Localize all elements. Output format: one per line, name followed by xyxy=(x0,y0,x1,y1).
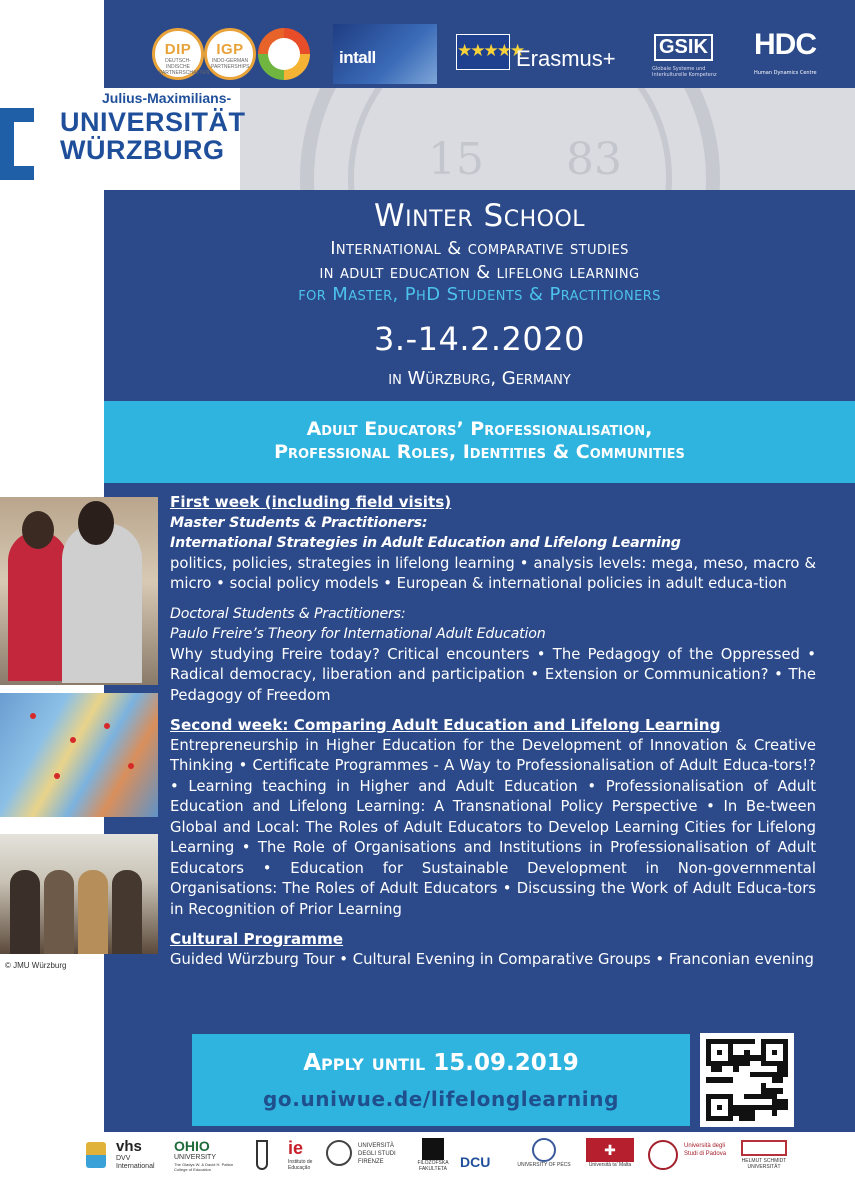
photo-world-map xyxy=(0,693,158,817)
map-pin-icon xyxy=(128,763,134,769)
dcu-logo xyxy=(460,1138,502,1174)
university-name xyxy=(60,108,246,164)
week2-heading: Second week: Comparing Adult Education and Lifelong Learning xyxy=(170,716,721,734)
theme-line-1: Adult Educators’ Professionalisation, xyxy=(306,418,653,440)
ohio-logo-text: OHIO xyxy=(174,1138,210,1154)
dip-logo-text: DIP xyxy=(164,41,192,58)
seal-year-left: 15 xyxy=(428,134,484,185)
hdc-logo xyxy=(754,26,824,82)
ohio-logo xyxy=(174,1138,246,1174)
photo-person xyxy=(44,870,74,954)
photo-credit: © JMU Würzburg xyxy=(5,961,67,970)
photo-person xyxy=(78,870,108,954)
hsu-logo xyxy=(736,1138,792,1174)
event-dates: 3.-14.2.2020 xyxy=(374,320,585,358)
ie-logo-subtext: Instituto de Educação xyxy=(288,1159,313,1171)
photo-person xyxy=(62,523,142,683)
igp-logo-text: IGP xyxy=(216,41,244,58)
map-pin-icon xyxy=(70,737,76,743)
cultural-topics: Guided Würzburg Tour • Cultural Evening in Comparative Groups • Franconian evening xyxy=(170,950,814,968)
uni-shield-logo xyxy=(256,1138,272,1174)
photo-person xyxy=(10,870,40,954)
map-pin-icon xyxy=(54,773,60,779)
comp-intall-logo-text: intall xyxy=(339,48,376,67)
map-pin-icon xyxy=(30,713,36,719)
erasmus-logo: Erasmus+ xyxy=(516,46,616,71)
university-name-line2: WÜRZBURG xyxy=(60,135,225,165)
map-pin-icon xyxy=(104,723,110,729)
hsu-logo-text: HELMUT SCHMIDT UNIVERSITÄT xyxy=(741,1158,787,1170)
cultural-heading: Cultural Programme xyxy=(170,930,344,948)
poster-subtitle-1: International & comparative studies xyxy=(330,238,629,259)
igp-logo-subtext: INDO-GERMAN PARTNERSHIPS xyxy=(211,58,250,70)
padova-logo xyxy=(648,1138,730,1174)
vhs-logo xyxy=(116,1138,166,1174)
program-content xyxy=(170,492,816,970)
dcu-logo-text: DCU xyxy=(460,1154,491,1170)
vhs-logo-text: vhs xyxy=(116,1138,142,1155)
application-link[interactable]: go.uniwue.de/lifelonglearning xyxy=(262,1087,619,1111)
malta-logo-text: Università ta' Malta xyxy=(588,1162,632,1168)
apply-banner xyxy=(192,1034,690,1126)
vhs-logo-subtext: DVV International xyxy=(116,1155,155,1170)
ohio-college-text: The Gladys W. & David H. Patton College of Education xyxy=(174,1162,234,1172)
poster-subtitle-2: in adult education & lifelong learning xyxy=(319,262,640,283)
week1-heading: First week (including field visits) xyxy=(170,493,452,511)
seal-watermark-inner xyxy=(348,88,672,190)
university-name-line1: UNIVERSITÄT xyxy=(60,107,246,137)
master-course-title: International Strategies in Adult Education and Lifelong Learning xyxy=(170,535,681,551)
qr-code-icon[interactable] xyxy=(700,1033,794,1127)
gsik-logo xyxy=(650,30,740,80)
photo-person xyxy=(8,531,68,681)
eaea-logo xyxy=(86,1138,108,1174)
malta-logo: ✚ Università ta' Malta xyxy=(584,1138,636,1174)
dip-logo xyxy=(152,28,210,80)
firenze-logo-text: UNIVERSITÀ DEGLI STUDI FIRENZE xyxy=(358,1143,396,1165)
week2-topics: Entrepreneurship in Higher Education for the Development of Innovation & Creative Thinking • Certificate Programmes - A Way to Professionalisation of Adult Educa-tors!? • Learning teaching in Higher and Adult Education • Professionalisation of Adult Education and Lifelong Learning: A Transnational Policy Perspective • In Be-tween Global and Local: The Roles of Adult Educators to Develop Learning Cities for Lifelong Learning • The Role of Organisations and Institutions in Professionalisation of Adult Educators • Education for Sustainable Development in Non-governmental Organisations: The Roles of Adult Educators • Discussing the Work of Adult Educa-tors in Recognition of Prior Learning xyxy=(170,736,816,918)
doctoral-topics: Why studying Freire today? Critical encounters • The Pedagogy of the Oppressed • Radical democracy, liberation and participation • Extension or Communication? • The Pedagogy of Freedom xyxy=(170,645,816,704)
photo-group xyxy=(0,834,158,954)
hdc-logo-text: HDC xyxy=(754,28,816,61)
university-name-top: Julius-Maximilians- xyxy=(102,90,232,106)
padova-logo-text: Università degli Studi di Padova xyxy=(684,1143,727,1157)
poster-title: Winter School xyxy=(373,198,586,234)
photo-person xyxy=(112,870,142,954)
gsik-logo-subtext: Globale Systeme und Interkulturelle Kompetenz xyxy=(652,66,717,78)
eu-flag-icon: ★★★★★ xyxy=(456,34,510,70)
doctoral-group-label: Doctoral Students & Practitioners: xyxy=(170,605,406,622)
photo-head xyxy=(78,501,114,545)
ohio-logo-subtext: UNIVERSITY xyxy=(174,1154,217,1161)
filozofska-logo xyxy=(410,1138,456,1174)
university-logo-bracket-inner xyxy=(14,122,34,166)
doctoral-course-title: Paulo Freire’s Theory for International Adult Education xyxy=(170,626,546,642)
gsik-logo-text: GSIK xyxy=(654,34,713,61)
partner-logos-top xyxy=(104,0,855,88)
target-audience: for Master, PhD Students & Practitioners xyxy=(298,284,661,305)
firenze-logo xyxy=(326,1138,404,1174)
seal-year-right: 83 xyxy=(566,134,622,185)
pecs-logo-text: UNIVERSITY OF PÉCS xyxy=(517,1162,571,1168)
comp-intall-logo xyxy=(333,24,437,84)
photo-head xyxy=(22,511,54,549)
igp-logo xyxy=(204,28,256,80)
master-topics: politics, policies, strategies in lifelong learning • analysis levels: mega, meso, macro & micro • social policy models • European & international policies in adult educa-tion xyxy=(170,554,816,592)
dip-logo-subtext: DEUTSCH-INDISCHE PARTNERSCHAFTEN xyxy=(159,58,210,76)
qr-code-pattern xyxy=(706,1039,788,1121)
master-group-label: Master Students & Practitioners: xyxy=(170,514,428,531)
qr-module xyxy=(783,1116,788,1121)
pecs-logo xyxy=(512,1138,576,1174)
ie-logo xyxy=(288,1138,324,1174)
ie-logo-text: ie xyxy=(288,1138,304,1158)
theme-line-2: Professional Roles, Identities & Communities xyxy=(274,441,685,463)
hdc-logo-subtext: Human Dynamics Centre xyxy=(754,70,817,76)
filozofska-logo-text: FILOZOFSKA FAKULTETA xyxy=(417,1160,449,1172)
application-deadline: Apply until 15.09.2019 xyxy=(303,1050,579,1076)
photo-students xyxy=(0,497,158,685)
event-location: in Würzburg, Germany xyxy=(388,368,571,389)
ring-logo xyxy=(258,28,310,80)
